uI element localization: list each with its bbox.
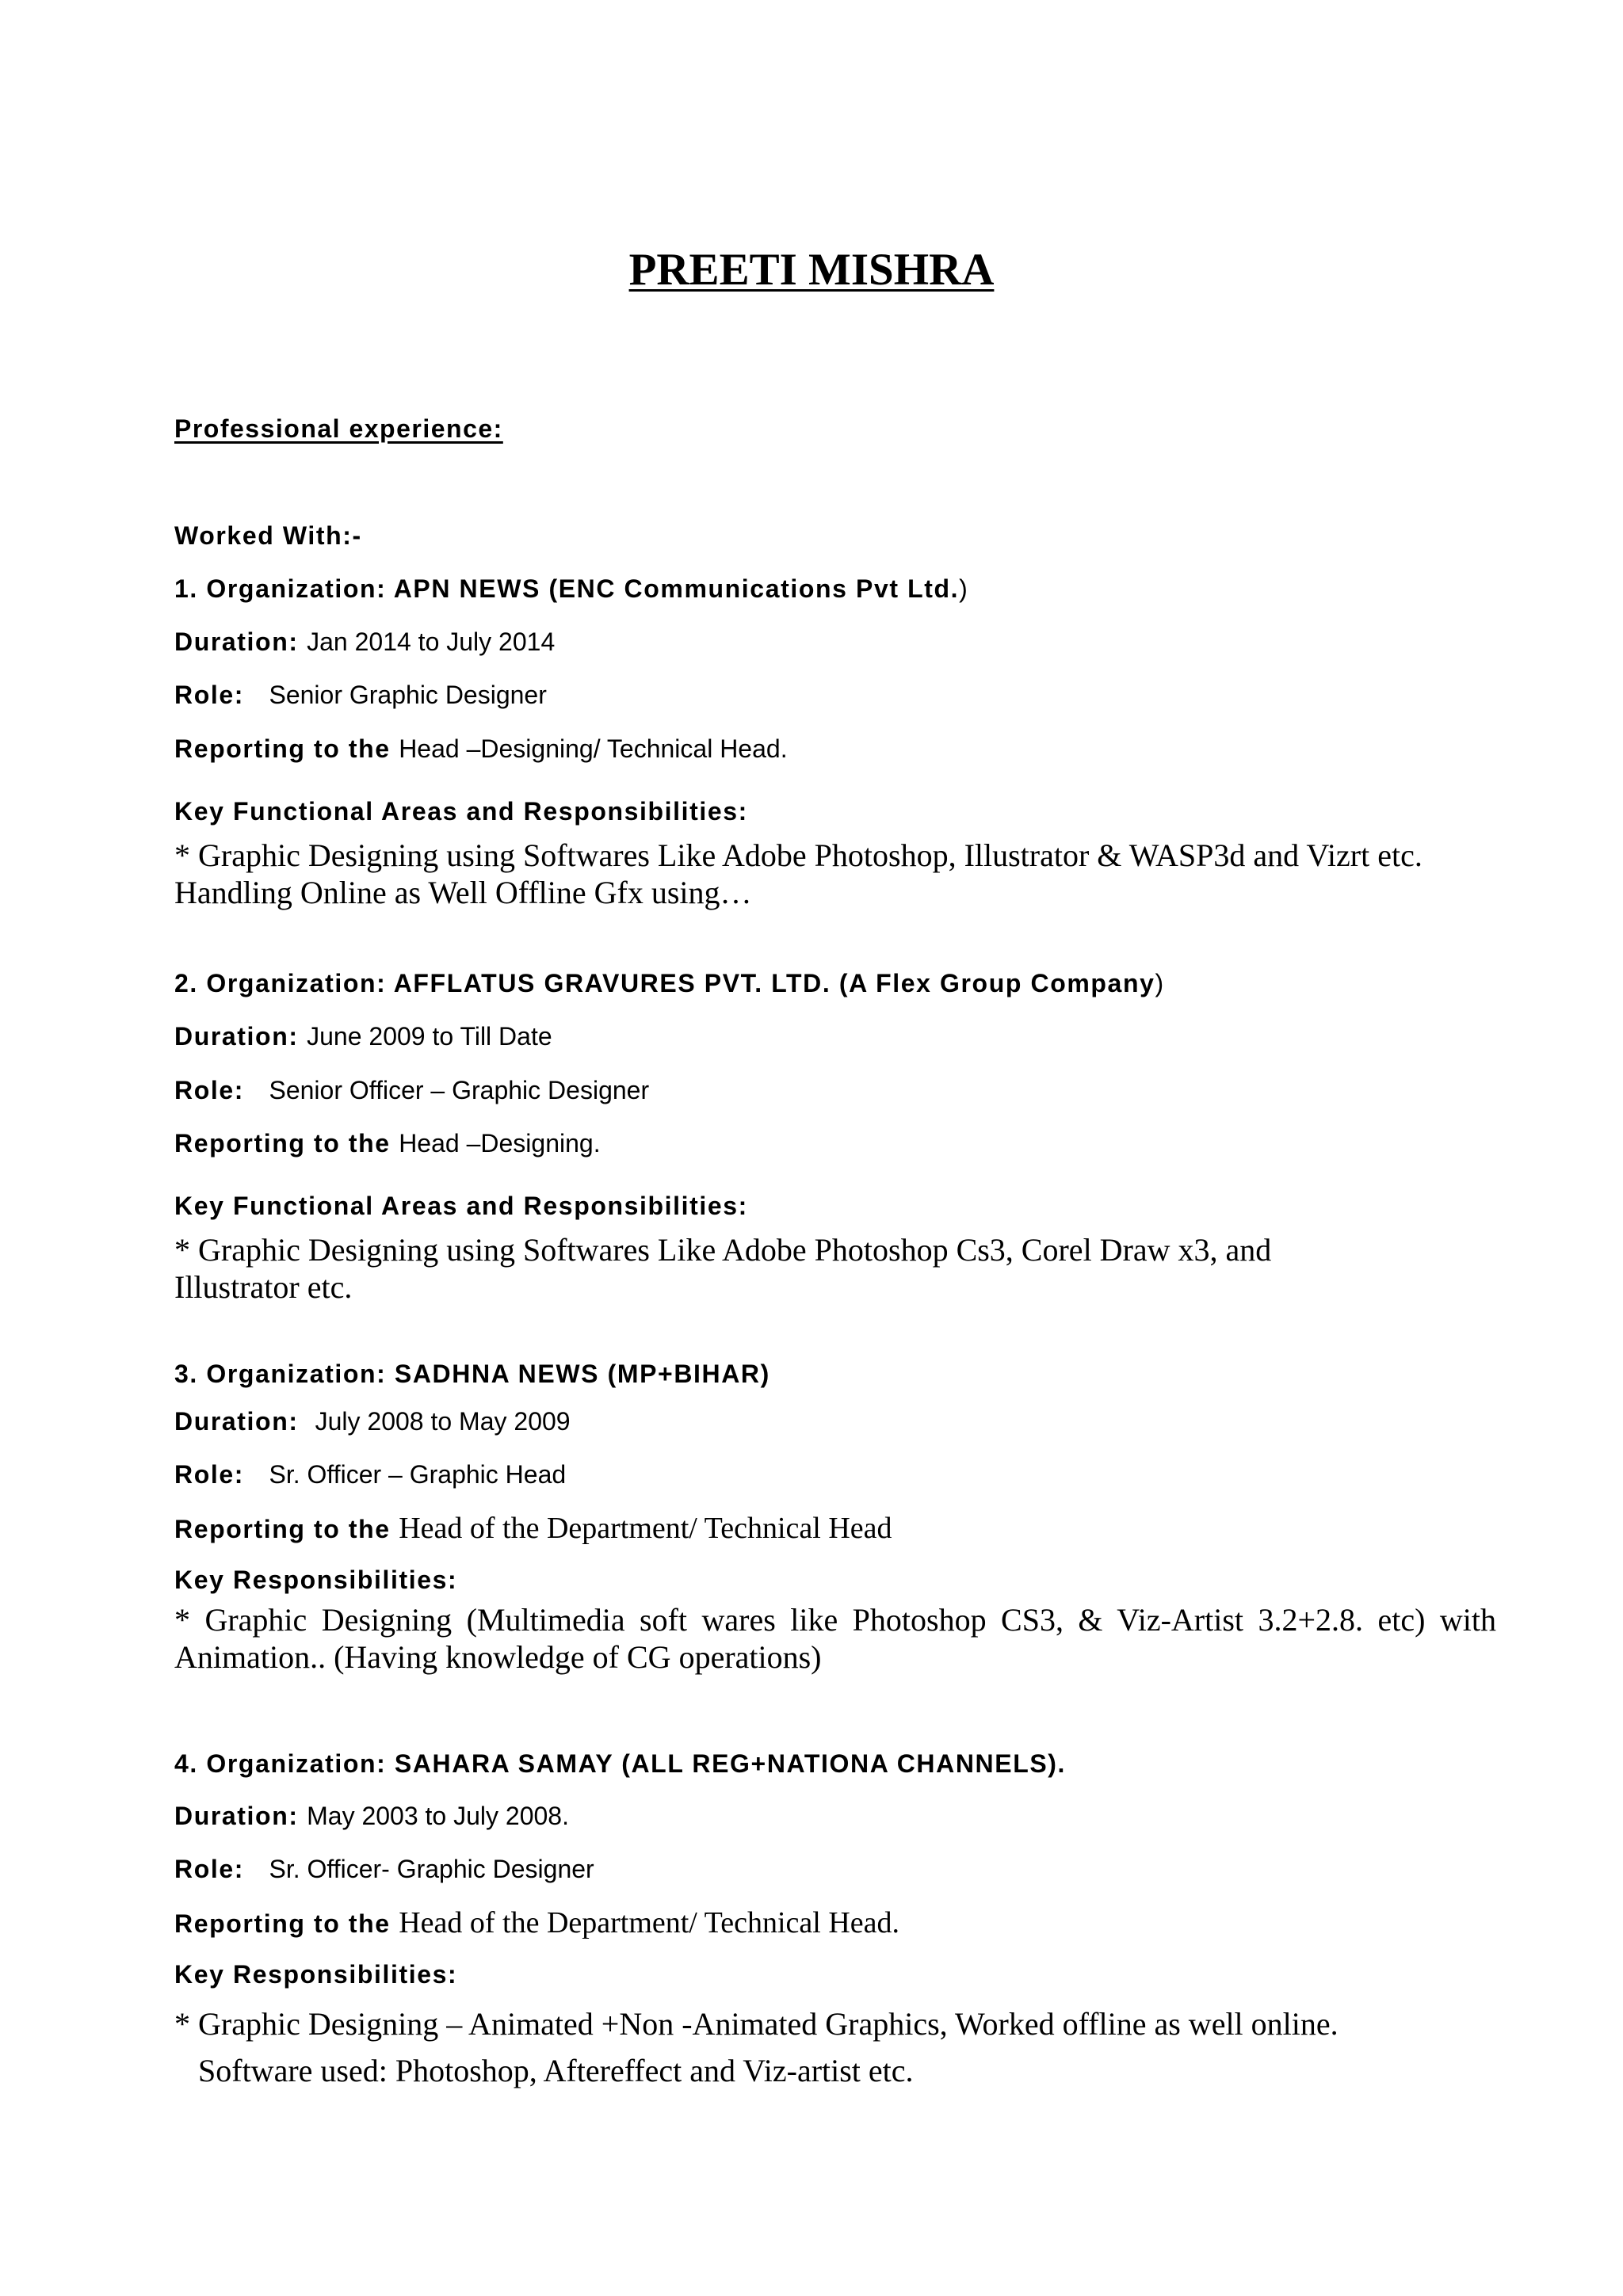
job-1-responsibility-line: Handling Online as Well Offline Gfx using…	[174, 875, 752, 910]
job-4-reporting: Reporting to the Head of the Department/ Technical Head.	[174, 1906, 899, 1939]
section-heading: Professional experience:	[174, 414, 503, 443]
job-2-duration: Duration: June 2009 to Till Date	[174, 1022, 552, 1051]
job-3-duration: Duration: July 2008 to May 2009	[174, 1407, 571, 1436]
job-3-reporting: Reporting to the Head of the Department/ Technical Head	[174, 1512, 892, 1545]
job-4-responsibility-line: * Graphic Designing – Animated +Non -Animated Graphics, Worked offline as well online.	[174, 2006, 1338, 2042]
job-3-responsibility-line: * Graphic Designing (Multimedia soft wares like Photoshop CS3, & Viz-Artist 3.2+2.8. etc) with	[174, 1602, 1496, 1638]
candidate-name: PREETI MISHRA	[628, 245, 995, 295]
job-1-organization: 1. Organization: APN NEWS (ENC Communications Pvt Ltd.)	[174, 574, 968, 603]
job-3-responsibility-line: Animation.. (Having knowledge of CG operations)	[174, 1639, 822, 1675]
job-3-role: Role: Sr. Officer – Graphic Head	[174, 1460, 567, 1489]
job-1-duration: Duration: Jan 2014 to July 2014	[174, 627, 556, 656]
job-4-role: Role: Sr. Officer- Graphic Designer	[174, 1855, 594, 1883]
job-1-responsibility-line: * Graphic Designing using Softwares Like Adobe Photoshop, Illustrator & WASP3d and Vizrt etc.	[174, 837, 1423, 873]
job-2-responsibilities-label: Key Functional Areas and Responsibilities:	[174, 1192, 748, 1220]
worked-with-label: Worked With:-	[174, 521, 362, 550]
job-1-responsibilities-label: Key Functional Areas and Responsibilities:	[174, 797, 748, 826]
job-2-role: Role: Senior Officer – Graphic Designer	[174, 1076, 650, 1104]
job-4-responsibilities-label: Key Responsibilities:	[174, 1960, 458, 1989]
job-2-organization: 2. Organization: AFFLATUS GRAVURES PVT. LTD. (A Flex Group Company)	[174, 969, 1164, 997]
job-1-reporting: Reporting to the Head –Designing/ Technical Head.	[174, 734, 788, 763]
job-1-role: Role: Senior Graphic Designer	[174, 681, 547, 709]
job-4-responsibility-line: Software used: Photoshop, Aftereffect and Viz-artist etc.	[174, 2053, 914, 2088]
job-2-reporting: Reporting to the Head –Designing.	[174, 1129, 601, 1158]
job-3-responsibilities-label: Key Responsibilities:	[174, 1566, 458, 1594]
job-2-responsibility-line: Illustrator etc.	[174, 1269, 353, 1305]
job-2-responsibility-line: * Graphic Designing using Softwares Like Adobe Photoshop Cs3, Corel Draw x3, and	[174, 1232, 1272, 1268]
job-4-organization: 4. Organization: SAHARA SAMAY (ALL REG+NATIONA CHANNELS).	[174, 1749, 1067, 1778]
job-4-duration: Duration: May 2003 to July 2008.	[174, 1802, 569, 1830]
job-3-organization: 3. Organization: SADHNA NEWS (MP+BIHAR)	[174, 1360, 770, 1388]
